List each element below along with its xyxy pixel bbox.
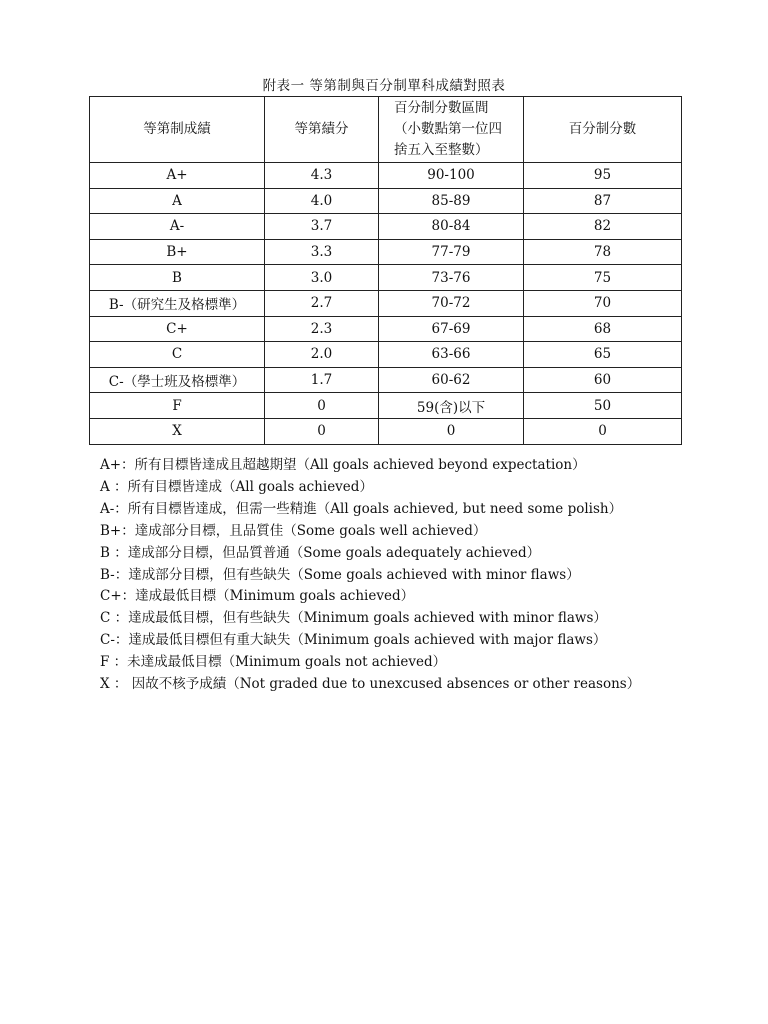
cell-letter-grade: C+ <box>90 316 265 342</box>
cell-grade-point: 3.3 <box>265 239 379 265</box>
cell-letter-grade: A+ <box>90 163 265 189</box>
table-row <box>90 188 682 214</box>
cell-letter-grade: A <box>90 188 265 214</box>
table-row <box>90 163 682 189</box>
legend-item: F ：未達成最低目標（Minimum goals not achieved） <box>100 654 447 671</box>
cell-grade-point: 3.7 <box>265 214 379 240</box>
cell-percentage-score: 60 <box>524 367 682 393</box>
grade-conversion-table <box>89 96 682 445</box>
cell-letter-grade: C-（學士班及格標準） <box>90 367 265 393</box>
cell-score-range: 60-62 <box>379 367 524 393</box>
header-grade-point: 等第績分 <box>265 97 379 163</box>
header-percentage-score: 百分制分數 <box>524 97 682 163</box>
cell-grade-point: 2.0 <box>265 342 379 368</box>
cell-score-range: 77-79 <box>379 239 524 265</box>
cell-score-range: 85-89 <box>379 188 524 214</box>
cell-score-range: 90-100 <box>379 163 524 189</box>
cell-percentage-score: 87 <box>524 188 682 214</box>
cell-grade-point: 4.0 <box>265 188 379 214</box>
cell-grade-point: 0 <box>265 418 379 444</box>
cell-score-range: 59(含)以下 <box>379 393 524 419</box>
cell-score-range: 73-76 <box>379 265 524 291</box>
cell-letter-grade: B-（研究生及格標準） <box>90 290 265 316</box>
cell-letter-grade: B <box>90 265 265 291</box>
table-row <box>90 265 682 291</box>
cell-score-range: 67-69 <box>379 316 524 342</box>
table-body <box>90 163 682 445</box>
table-row <box>90 214 682 240</box>
cell-letter-grade: F <box>90 393 265 419</box>
legend-item: B-：達成部分目標，但有些缺失（Some goals achieved with minor flaws） <box>100 566 580 583</box>
table-row <box>90 316 682 342</box>
cell-letter-grade: B+ <box>90 239 265 265</box>
legend-item: A ：所有目標皆達成（All goals achieved） <box>100 478 373 495</box>
cell-score-range: 80-84 <box>379 214 524 240</box>
legend-item: X ： 因故不核予成績（Not graded due to unexcused absences or other reasons） <box>100 676 641 693</box>
legend-item: A-：所有目標皆達成，但需一些精進（All goals achieved, but need some polish） <box>100 500 623 517</box>
header-score-range: 百分制分數區間（小數點第一位四捨五入至整數） <box>379 97 524 163</box>
cell-percentage-score: 70 <box>524 290 682 316</box>
cell-percentage-score: 50 <box>524 393 682 419</box>
legend-item: C ：達成最低目標，但有些缺失（Minimum goals achieved with minor flaws） <box>100 610 607 627</box>
cell-grade-point: 1.7 <box>265 367 379 393</box>
legend-item: C-：達成最低目標但有重大缺失（Minimum goals achieved with major flaws） <box>100 632 607 649</box>
table-row <box>90 367 682 393</box>
header-letter-grade: 等第制成績 <box>90 97 265 163</box>
legend-item: B ：達成部分目標，但品質普通（Some goals adequately achieved） <box>100 544 541 561</box>
table-row <box>90 290 682 316</box>
legend-item: B+：達成部分目標，且品質佳（Some goals well achieved） <box>100 522 487 539</box>
cell-percentage-score: 68 <box>524 316 682 342</box>
cell-grade-point: 2.7 <box>265 290 379 316</box>
table-row <box>90 393 682 419</box>
table-header-row <box>90 97 682 163</box>
grade-legend <box>100 455 640 696</box>
cell-grade-point: 4.3 <box>265 163 379 189</box>
table-row <box>90 239 682 265</box>
cell-letter-grade: X <box>90 418 265 444</box>
cell-percentage-score: 95 <box>524 163 682 189</box>
cell-grade-point: 2.3 <box>265 316 379 342</box>
legend-item: C+：達成最低目標（Minimum goals achieved） <box>100 588 415 605</box>
cell-percentage-score: 0 <box>524 418 682 444</box>
legend-item: A+：所有目標皆達成且超越期望（All goals achieved beyond expectation） <box>100 457 586 473</box>
cell-percentage-score: 65 <box>524 342 682 368</box>
cell-score-range: 70-72 <box>379 290 524 316</box>
cell-percentage-score: 78 <box>524 239 682 265</box>
page-title: 附表一 等第制與百分制單科成績對照表 <box>262 78 506 94</box>
table-row <box>90 342 682 368</box>
cell-letter-grade: A- <box>90 214 265 240</box>
table-row <box>90 418 682 444</box>
cell-grade-point: 0 <box>265 393 379 419</box>
cell-percentage-score: 75 <box>524 265 682 291</box>
cell-grade-point: 3.0 <box>265 265 379 291</box>
cell-score-range: 0 <box>379 418 524 444</box>
cell-percentage-score: 82 <box>524 214 682 240</box>
cell-score-range: 63-66 <box>379 342 524 368</box>
cell-letter-grade: C <box>90 342 265 368</box>
